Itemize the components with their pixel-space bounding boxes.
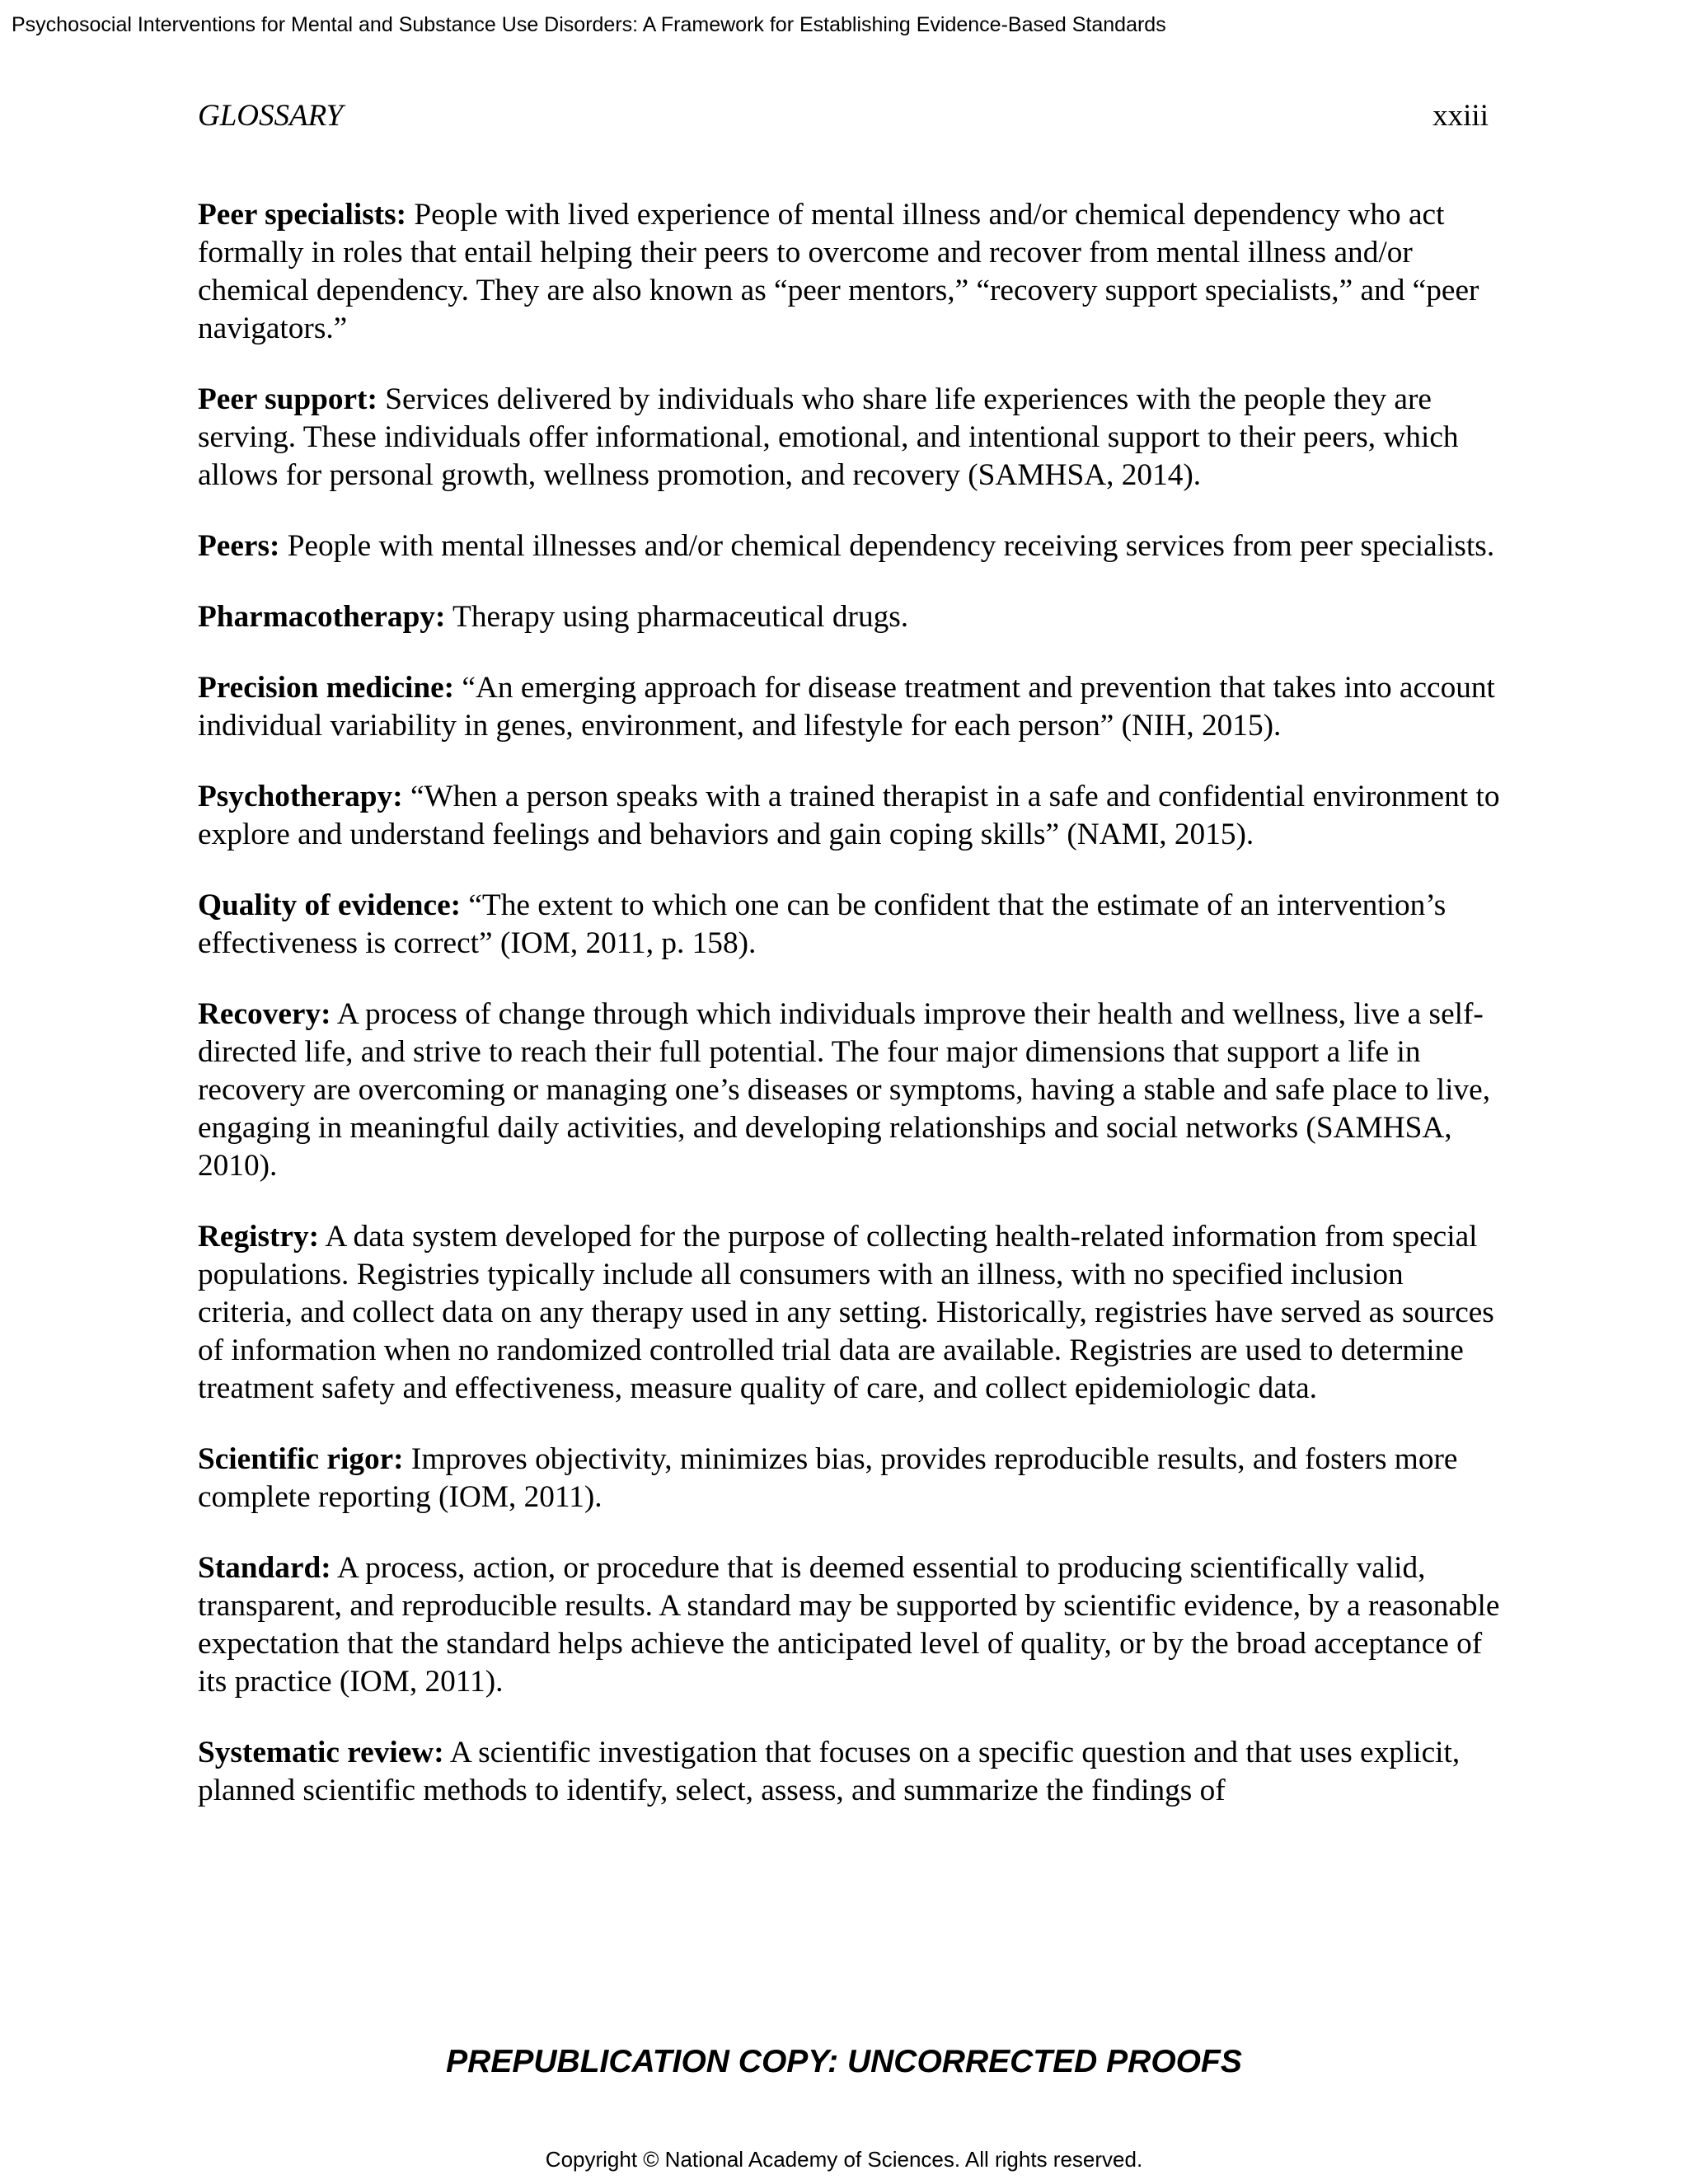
glossary-term: Scientific rigor: bbox=[198, 1442, 404, 1476]
copyright-notice: Copyright © National Academy of Sciences. All rights reserved. bbox=[545, 2147, 1143, 2172]
glossary-definition: Therapy using pharmaceutical drugs. bbox=[452, 600, 909, 634]
glossary-term: Quality of evidence: bbox=[198, 888, 462, 922]
page-number: xxiii bbox=[1432, 99, 1489, 133]
glossary-entry-psychotherapy bbox=[198, 778, 1500, 854]
glossary-term: Psychotherapy: bbox=[198, 780, 403, 813]
glossary-definition: “The extent to which one can be confident that the estimate of an intervention’s effectiveness is correct” (IOM, 2011, p. 158). bbox=[198, 888, 1447, 960]
running-head: Psychosocial Interventions for Mental and Substance Use Disorders: A Framework for Establishing Evidence-Based Standards bbox=[12, 13, 1166, 36]
glossary-entry-quality-of-evidence bbox=[198, 887, 1500, 963]
glossary-definition: A scientific investigation that focuses on a specific question and that uses explicit, planned scientific methods to identify, select, assess, and summarize the findings of bbox=[198, 1736, 1461, 1807]
glossary-entry-systematic-review bbox=[198, 1734, 1500, 1810]
glossary-entry-peers bbox=[198, 527, 1500, 565]
glossary-definition: Services delivered by individuals who share life experiences with the people they are serving. These individuals offer informational, emotional, and intentional support to their peers, which allows for personal growth, wellness promotion, and recovery (SAMHSA, 2014). bbox=[198, 382, 1459, 492]
glossary-list bbox=[198, 196, 1500, 1843]
glossary-entry-peer-specialists bbox=[198, 196, 1500, 348]
page-header bbox=[198, 97, 1489, 135]
glossary-term: Recovery: bbox=[198, 997, 331, 1031]
glossary-term: Standard: bbox=[198, 1551, 331, 1585]
glossary-definition: Improves objectivity, minimizes bias, provides reproducible results, and fosters more complete reporting (IOM, 2011). bbox=[198, 1442, 1458, 1514]
glossary-term: Precision medicine: bbox=[198, 671, 455, 705]
prepublication-notice: PREPUBLICATION COPY: UNCORRECTED PROOFS bbox=[446, 2044, 1242, 2079]
glossary-definition: A data system developed for the purpose of collecting health-related information from special populations. Registries typically include all consumers with an illness, with no specified inclusion criteria, and collect data on any therapy used in any setting. Historically, registries have served as sources of information when no randomized controlled trial data are available. Registries are used to determine treatment safety and effectiveness, measure quality of care, and collect epidemiologic data. bbox=[198, 1220, 1494, 1405]
glossary-entry-peer-support bbox=[198, 381, 1500, 494]
glossary-definition: A process, action, or procedure that is deemed essential to producing scientifically valid, transparent, and reproducible results. A standard may be supported by scientific evidence, by a reasonable expectation that the standard helps achieve the anticipated level of quality, or by the broad acceptance of its practice (IOM, 2011). bbox=[198, 1551, 1500, 1699]
glossary-term: Registry: bbox=[198, 1220, 320, 1254]
glossary-entry-precision-medicine bbox=[198, 669, 1500, 745]
glossary-entry-recovery bbox=[198, 996, 1500, 1185]
glossary-definition: “When a person speaks with a trained therapist in a safe and confidential environment to explore and understand feelings and behaviors and gain coping skills” (NAMI, 2015). bbox=[198, 780, 1500, 851]
glossary-entry-registry bbox=[198, 1218, 1500, 1408]
glossary-definition: A process of change through which individuals improve their health and wellness, live a self-directed life, and strive to reach their full potential. The four major dimensions that support a life in recovery are overcoming or managing one’s diseases or symptoms, having a stable and safe place to live, engaging in meaningful daily activities, and developing relationships and social networks (SAMHSA, 2010). bbox=[198, 997, 1491, 1183]
glossary-entry-scientific-rigor bbox=[198, 1441, 1500, 1516]
glossary-term: Peer support: bbox=[198, 382, 377, 416]
section-title: GLOSSARY bbox=[198, 99, 344, 133]
glossary-definition: People with mental illnesses and/or chemical dependency receiving services from peer specialists. bbox=[287, 529, 1495, 563]
glossary-definition: People with lived experience of mental illness and/or chemical dependency who act formally in roles that entail helping their peers to overcome and recover from mental illness and/or chemical dependency. They are also known as “peer mentors,” “recovery support specialists,” and “peer navigators.” bbox=[198, 198, 1479, 345]
glossary-definition: “An emerging approach for disease treatment and prevention that takes into account individual variability in genes, environment, and lifestyle for each person” (NIH, 2015). bbox=[198, 671, 1495, 743]
glossary-term: Peers: bbox=[198, 529, 280, 563]
glossary-entry-standard bbox=[198, 1549, 1500, 1701]
glossary-entry-pharmacotherapy bbox=[198, 598, 1500, 636]
glossary-term: Pharmacotherapy: bbox=[198, 600, 446, 634]
glossary-term: Peer specialists: bbox=[198, 198, 407, 232]
glossary-term: Systematic review: bbox=[198, 1736, 444, 1769]
